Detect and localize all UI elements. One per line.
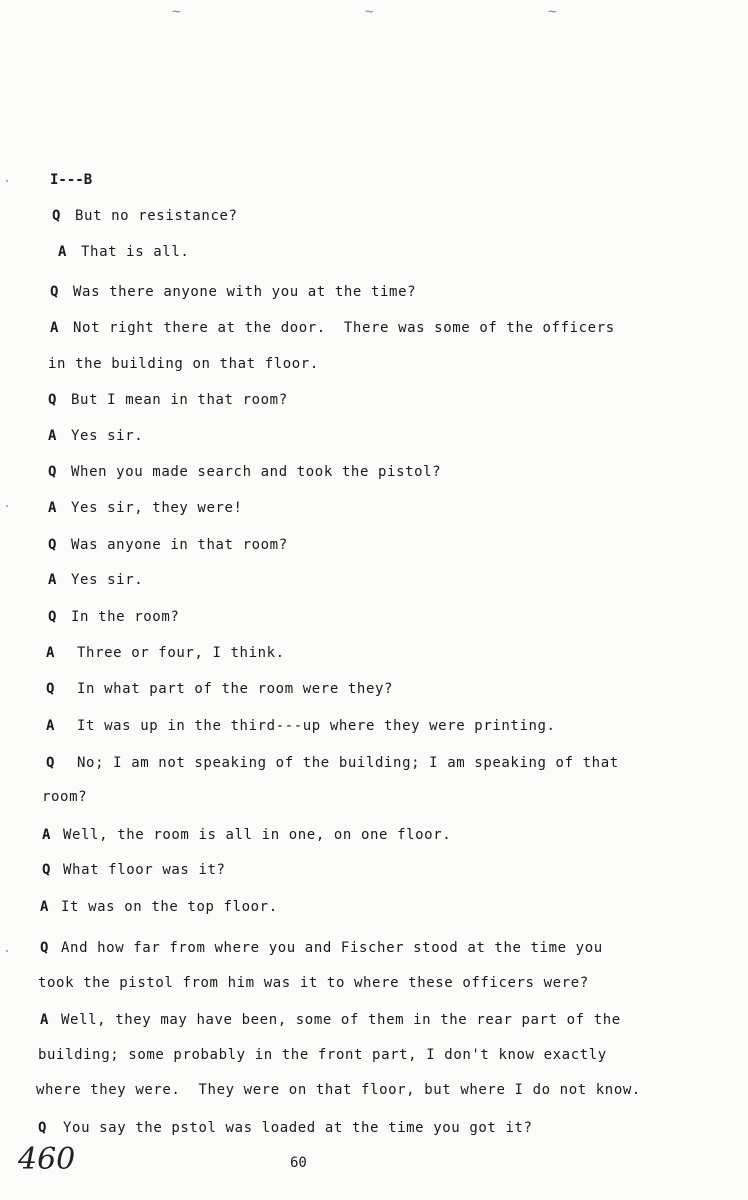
line-text: Well, the room is all in one, on one floor.: [63, 827, 452, 843]
transcript-line: [38, 975, 589, 991]
transcript-line: [38, 1120, 533, 1136]
speaker-label: Q: [38, 1120, 48, 1136]
line-text: room?: [42, 789, 88, 805]
line-text: And how far from where you and Fischer stood at the time you: [61, 940, 603, 956]
speaker-label: A: [48, 572, 58, 588]
transcript-line: [48, 500, 243, 516]
punch-mark-icon: ~: [172, 4, 181, 20]
line-text: But I mean in that room?: [71, 392, 288, 408]
transcript-line: [36, 1082, 641, 1098]
transcript-line: [42, 827, 451, 843]
line-text: What floor was it?: [63, 862, 226, 878]
page-number: 60: [290, 1155, 307, 1171]
transcript-line: [48, 428, 143, 444]
line-text: You say the pstol was loaded at the time you got it?: [63, 1120, 533, 1136]
line-text: When you made search and took the pistol?: [71, 464, 442, 480]
speaker-label: Q: [48, 609, 58, 625]
speaker-label: A: [50, 320, 60, 336]
transcript-line: [38, 1047, 607, 1063]
line-text: Was anyone in that room?: [71, 537, 288, 553]
speaker-label: A: [46, 645, 56, 661]
transcript-line: [52, 208, 238, 224]
line-text: It was up in the third---up where they were printing.: [77, 718, 556, 734]
transcript-line: [46, 755, 619, 771]
transcript-line: [50, 320, 615, 336]
section-header: I---B: [50, 172, 93, 188]
line-text: In what part of the room were they?: [77, 681, 394, 697]
speaker-label: Q: [50, 284, 60, 300]
line-text: In the room?: [71, 609, 180, 625]
line-text: Yes sir.: [71, 428, 144, 444]
speaker-label: A: [40, 1012, 50, 1028]
transcript-line: [48, 572, 143, 588]
transcript-line: [42, 862, 226, 878]
line-text: took the pistol from him was it to where these officers were?: [38, 975, 589, 991]
line-text: It was on the top floor.: [61, 899, 278, 915]
speaker-label: Q: [48, 392, 58, 408]
speaker-label: A: [46, 718, 56, 734]
line-text: Well, they may have been, some of them in the rear part of the: [61, 1012, 621, 1028]
transcript-line: [42, 789, 87, 805]
speaker-label: Q: [46, 681, 56, 697]
speaker-label: Q: [48, 464, 58, 480]
speaker-label: Q: [48, 537, 58, 553]
transcript-line: [46, 681, 393, 697]
line-text: No; I am not speaking of the building; I am speaking of that: [77, 755, 619, 771]
line-text: Yes sir.: [71, 572, 144, 588]
edge-speck: [6, 505, 8, 507]
punch-marks: [0, 4, 748, 24]
transcript-line: [48, 537, 288, 553]
speaker-label: A: [40, 899, 50, 915]
transcript-line: [58, 244, 189, 260]
edge-speck: [6, 950, 8, 952]
transcript-line: [40, 899, 278, 915]
transcript-line: [46, 718, 556, 734]
line-text: Three or four, I think.: [77, 645, 285, 661]
transcript-line: [40, 1012, 621, 1028]
edge-speck: [6, 180, 8, 182]
punch-mark-icon: ~: [548, 4, 557, 20]
line-text: Yes sir, they were!: [71, 500, 243, 516]
transcript-line: [48, 392, 288, 408]
speaker-label: A: [42, 827, 52, 843]
line-text: Not right there at the door. There was some of the officers: [73, 320, 615, 336]
punch-mark-icon: ~: [365, 4, 374, 20]
speaker-label: Q: [40, 940, 50, 956]
line-text: That is all.: [81, 244, 190, 260]
speaker-label: A: [58, 244, 68, 260]
transcript-line: [48, 464, 441, 480]
speaker-label: A: [48, 428, 58, 444]
line-text: in the building on that floor.: [48, 356, 319, 372]
transcript-line: [40, 940, 603, 956]
transcript-line: [48, 356, 319, 372]
speaker-label: Q: [46, 755, 56, 771]
speaker-label: Q: [42, 862, 52, 878]
speaker-label: Q: [52, 208, 62, 224]
speaker-label: A: [48, 500, 58, 516]
line-text: where they were. They were on that floor, but where I do not know.: [36, 1082, 641, 1098]
transcript-line: [48, 609, 179, 625]
line-text: Was there anyone with you at the time?: [73, 284, 417, 300]
line-text: building; some probably in the front part, I don't know exactly: [38, 1047, 607, 1063]
handwritten-page-number: 460: [18, 1142, 76, 1177]
transcript-line: [46, 645, 285, 661]
line-text: But no resistance?: [75, 208, 238, 224]
transcript-line: [50, 284, 416, 300]
